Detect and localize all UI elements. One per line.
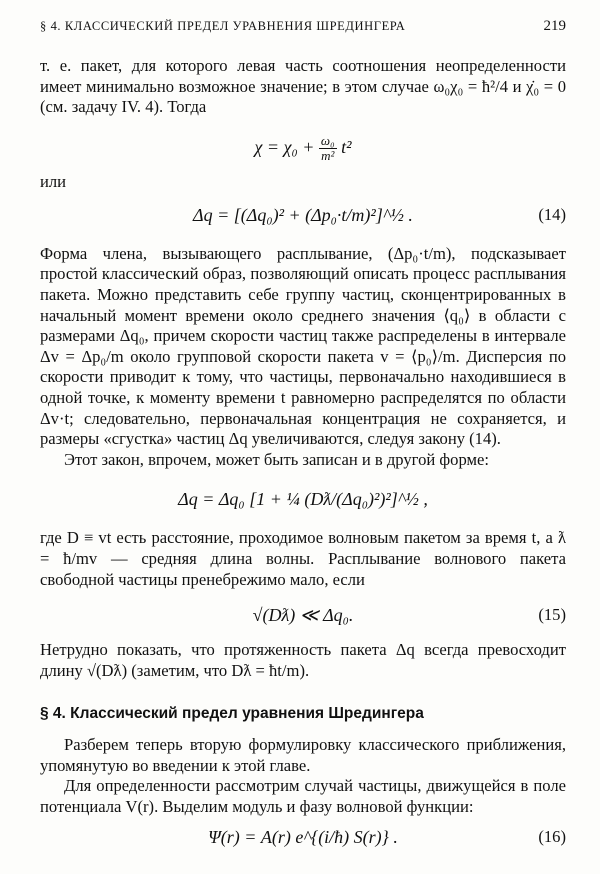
running-title: § 4. КЛАССИЧЕСКИЙ ПРЕДЕЛ УРАВНЕНИЯ ШРЕДИНГЕРА [40,19,406,33]
word-or: или [40,171,67,191]
eq-chi-numerator: ω₀ [320,133,335,149]
eq16-formula: Ψ(r) = A(r) e^{(i/ħ) S(r)} . [208,826,398,847]
equation-14 [40,192,566,238]
paragraph-6: Разберем теперь вторую формулировку классического приближения, упомянутую во введении к этой главе. [40,735,566,775]
eq14-number: (14) [538,204,566,224]
eq15-formula: √(Dƛ) ≪ Δq₀. [252,605,354,626]
eq14-formula: Δq = [(Δq₀)² + (Δp₀·t/m)²]^½ . [193,204,413,225]
eq-alt-formula: Δq = Δq₀ [1 + ¼ (Dƛ/(Δq₀)²)²]^½ , [178,489,428,510]
eq-chi-lhs: χ = χ₀ + [254,136,315,157]
equation-chi [40,124,566,170]
paragraph-4: где D ≡ vt есть расстояние, проходимое волновым пакетом за время t, а ƛ = ħ/mv — средняя длина волны. Расплывание волнового пакета свободной частицы пренебрежимо мало, если [40,528,566,589]
book-page [40,18,566,856]
section-title: § 4. Классический предел уравнения Шредингера [40,705,424,723]
paragraph-3: Этот закон, впрочем, может быть записан и в другой форме: [64,449,489,469]
page-number: 219 [543,18,566,34]
paragraph-5: Нетрудно показать, что протяженность пакета Δq всегда превосходит длину √(Dƛ) (заметим, что Dƛ = ħt/m). [40,640,566,680]
eq15-number: (15) [538,605,566,625]
eq-chi-tail: t² [341,136,352,157]
eq-chi-fraction [319,134,337,163]
eq16-number: (16) [538,826,566,846]
equation-16 [40,818,566,856]
paragraph-1: т. е. пакет, для которого левая часть соотношения неопределенности имеет минимально возможное значение; в этом случае ω₀χ₀ = ħ²/4 и χ̇₀ = 0 (см. задачу IV. 4). Тогда [40,56,566,117]
equation-15 [40,590,566,640]
paragraph-7: Для определенности рассмотрим случай частицы, движущейся в поле потенциала V(r). Выделим модуль и фазу волновой функции: [40,776,566,817]
paragraph-2: Форма члена, вызывающего расплывание, (Δp₀·t/m), подсказывает простой классический образ, позволяющий описать процесс расплывания пакета. Можно представить себе группу частиц, сконцентрированных в начальный момент времени около среднего значения ⟨q₀⟩ в области с размерами Δq₀, причем скорости частиц также распределены в интервале Δv = Δp₀/m около групповой скорости пакета v = ⟨p₀⟩/m. Дисперсия по скорости приводит к тому, что частицы, первоначально находившиеся в одной точке, к моменту времени t равномерно распределятся по области Δv·t; следовательно, первоначальная концентрация не сохраняется, и размеры «сгустка» частиц Δq увеличиваются, следуя закону (14). [40,243,566,449]
eq-chi-denominator: m² [321,148,335,164]
equation-alt [40,470,566,528]
running-header [40,18,566,42]
